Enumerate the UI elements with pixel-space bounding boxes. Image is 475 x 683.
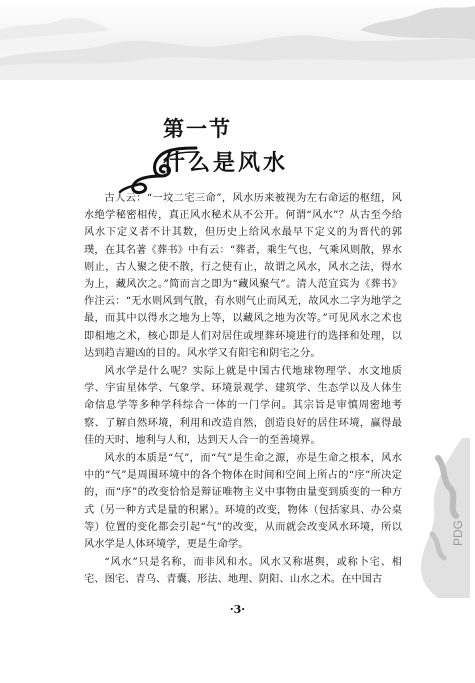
body-text	[84, 190, 402, 590]
watermark-text: PDG	[451, 519, 465, 546]
pdg-watermark	[408, 438, 470, 598]
ink-landscape-header	[0, 0, 475, 80]
paragraph: “风水”只是名称，而非风和水。风水又称堪舆，或称卜宅、相宅、图宅、青乌、青囊、形法、地理、阴阳、山水之术。在中国古	[84, 557, 402, 586]
page-number: ·3·	[229, 603, 246, 616]
paragraph: 古人云：“一坟二宅三命”，风水历来被视为左右命运的枢纽，风水绝学秘密相传，真正风水秘术从不公开。何谓“风水”？从古至今给风水下定义者不计其数，但历史上给风水最早下定义的为晋代的郭璞，在其名著《葬书》中有云：“葬者，乘生气也，气乘风则散，界水则止，古人聚之使不散，行之使有止，故谓之风水，风水之法，得水为上，藏风次之。”简而言之即为“藏风聚气”。清人范宜宾为《葬书》作注云：“无水则风到气散，有水则气止而风无，故风水二字为地学之最，而其中以得水之地为上等，以藏风之地为次等。”可见风水之术也即相地之术，核心即是人们对居住或埋葬环境进行的选择和处理，以达到趋吉避凶的目的。风水学又有阳宅和阴宅之分。	[84, 193, 402, 359]
paragraph: 风水的本质是“气”，而“气”是生命之源，亦是生命之根本，风水中的“气”是周围环境中的各个物体在时间和空间上所占的“序”所决定的，而“序”的改变恰恰是辩证唯物主义中事物由量变到质变的一种方式（另一种方式是量的积累）。环境的改变，物体（包括家具、办公桌等）位置的变化都会引起“气”的改变，从而就会改变风水环境，所以风水学是人体环境学，更是生命学。	[84, 453, 402, 551]
section-label: 第一节	[163, 116, 232, 141]
section-title: 什么是风水	[163, 150, 289, 176]
paragraph: 风水学是什么呢？实际上就是中国古代地球物理学、水文地质学、宇宙星体学、气象学、环境景观学、建筑学、生态学以及人体生命信息学等多种学科综合一体的一门学问。其宗旨是审慎周密地考察、了解自然环境，利用和改造自然，创造良好的居住环境，赢得最佳的天时、地利与人和，达到天人合一的至善境界。	[84, 366, 402, 446]
ink-mountains-illustration	[0, 0, 475, 80]
